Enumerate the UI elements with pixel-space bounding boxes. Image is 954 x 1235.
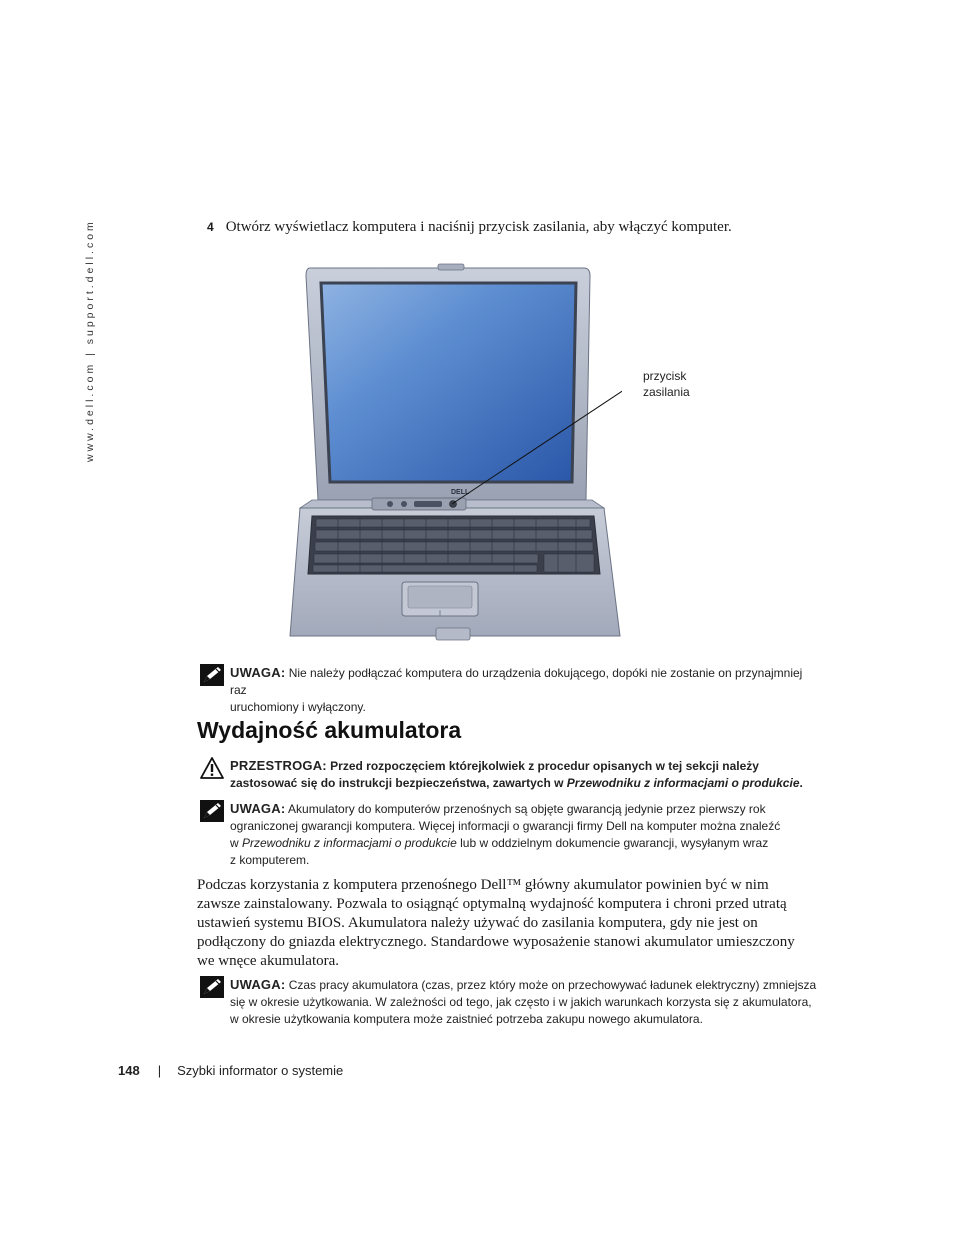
footer-title: Szybki informator o systemie: [177, 1063, 344, 1078]
note-text-line2: się w okresie użytkowania. W zależności od tego, jak często i w jakich warunkach korzysta się z akumulatora,: [230, 995, 812, 1009]
note-pencil-icon: [200, 664, 224, 686]
paragraph-line5: we wnęce akumulatora.: [197, 953, 340, 969]
note-text-line1: Akumulatory do komputerów przenośnych są objęte gwarancją jedynie przez pierwszy rok: [288, 802, 766, 816]
section-title: Wydajność akumulatora: [197, 717, 462, 743]
caution-text-italic: Przewodniku z informacjami o produkcie: [566, 776, 800, 790]
caution-text-line2: zastosować się do instrukcji bezpieczeństwa, zawartych w: [230, 776, 567, 790]
note-text-line2: ograniczonej gwarancji komputera. Więcej informacji o gwarancji firmy Dell na komputer można znaleźć: [230, 819, 781, 833]
dell-logo: DELL: [451, 489, 470, 496]
note-text-line3-end: lub w oddzielnym dokumencie gwarancji, wysyłanym wraz: [456, 836, 769, 850]
caution-label: PRZESTROGA:: [230, 758, 327, 773]
warning-triangle-icon: [200, 757, 224, 779]
note-text-line1: Czas pracy akumulatora (czas, przez który może on przechowywać ładunek elektryczny) zmniejsza: [288, 978, 817, 992]
sidebar-url-text: www.dell.com | support.dell.com: [84, 219, 96, 462]
note-label: UWAGA:: [230, 665, 286, 680]
body-paragraph: [197, 876, 817, 971]
note-text-line2: uruchomiony i wyłączony.: [230, 700, 366, 714]
page-footer: [118, 1063, 343, 1078]
note-label: UWAGA:: [230, 977, 286, 992]
step-number: 4: [207, 220, 214, 234]
power-button-callout: [643, 368, 690, 400]
paragraph-line4: podłączony do gniazda elektrycznego. Standardowe wyposażenie stanowi akumulator umieszczony: [197, 934, 795, 950]
step-text: Otwórz wyświetlacz komputera i naciśnij przycisk zasilania, aby włączyć komputer.: [225, 219, 732, 235]
paragraph-line1: Podczas korzystania z komputera przenośnego Dell™ główny akumulator powinien być w nim: [197, 877, 769, 893]
paragraph-line2: zawsze zainstalowany. Pozwala to osiągnąć optymalną wydajność komputera i chroni przed utratą: [197, 896, 787, 912]
note-text-line3: w: [230, 836, 242, 850]
laptop-illustration: [286, 262, 622, 646]
note-text-line3: w okresie użytkowania komputera może zaistnieć potrzeba zakupu nowego akumulatora.: [230, 1012, 703, 1026]
note-text-line4: z komputerem.: [230, 853, 310, 867]
note-pencil-icon: [200, 800, 224, 822]
sidebar-url: [84, 219, 98, 462]
note-text-line1: Nie należy podłączać komputera do urządzenia dokującego, dopóki nie zostanie on przynajmniej raz: [230, 666, 803, 697]
callout-line1: przycisk: [643, 369, 687, 383]
caution-text-line1: Przed rozpoczęciem którejkolwiek z procedur opisanych w tej sekcji należy: [330, 759, 759, 773]
paragraph-line3: ustawień systemu BIOS. Akumulatora należy używać do zasilania komputera, gdy nie jest on: [197, 915, 758, 931]
note-pencil-icon: [200, 976, 224, 998]
step-4: [207, 219, 732, 236]
caution-text-end: .: [799, 776, 803, 790]
footer-separator: |: [157, 1063, 162, 1078]
note-text-italic: Przewodniku z informacjami o produkcie: [242, 836, 457, 850]
page-number: 148: [118, 1063, 140, 1078]
note-label: UWAGA:: [230, 801, 286, 816]
callout-line2: zasilania: [643, 385, 690, 399]
